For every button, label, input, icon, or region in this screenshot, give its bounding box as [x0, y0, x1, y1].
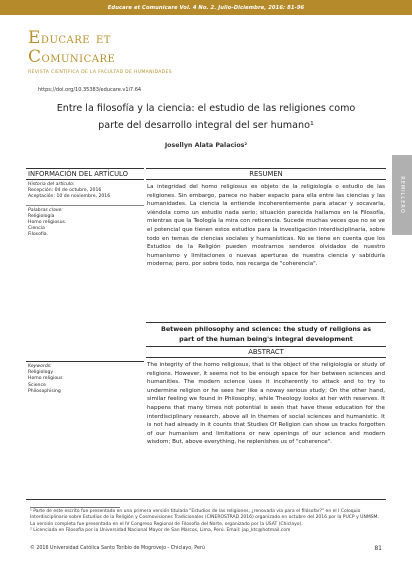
received-date: Recepción: 04 de octubre, 2016 — [28, 188, 102, 194]
doi-link[interactable]: https://doi.org/10.35383/educare.v1i7.64 — [38, 87, 142, 93]
keyword-item: Ciencia — [28, 226, 45, 232]
logo-word-ducare: DUCARE — [40, 35, 91, 46]
english-title — [146, 325, 386, 344]
resumen-section — [146, 168, 386, 269]
title-line-2: parte del desarrollo integral del ser humano¹ — [98, 120, 314, 131]
keyword-item: Religiología — [28, 213, 55, 219]
side-tab-label: REMILLERO — [399, 176, 405, 214]
page-footer — [30, 545, 382, 552]
accepted-date: Aceptación: 10 de noviembre, 2016 — [28, 194, 111, 200]
side-tab — [392, 155, 412, 235]
history-label: Historia del artículo: — [28, 182, 75, 187]
english-title-line-1: Between philosophy and science: the study of religions as — [160, 325, 372, 333]
title-line-1: Entre la filosofía y la ciencia: el estudio de las religiones como — [56, 103, 356, 114]
history-block — [26, 182, 144, 201]
article-title — [30, 100, 382, 134]
page-number: 81 — [374, 545, 382, 552]
keywords-block — [26, 208, 144, 239]
resumen-heading: RESUMEN — [146, 168, 386, 180]
english-keywords — [26, 361, 144, 395]
logo-initial-e: E — [28, 28, 41, 48]
logo-line-1 — [28, 30, 172, 49]
abstract-heading: ABSTRACT — [146, 346, 386, 358]
keyword-item: Filosofía. — [28, 232, 49, 238]
footnote-1: ¹ Parte de este escrito fue presentado en una primera versión titulada "Estudios de las religiones, ¿renovada vía para el filósofar?" en el I Coloquio Interdisciplinario sobre Estudios de la Religión y Cosmovisiones Tradicionales (CINEROSTRAD 2016) organizado en octubre del 2016 por la PUCP y UNMSM. La versión completa fue presentada en el IV Congreso Regional de Filosofía del Norte, organizado por la USAT (Chiclayo). — [30, 509, 379, 527]
abstract-bottom-rule — [26, 499, 386, 500]
logo-word-et: ET — [95, 35, 111, 46]
copyright: © 2016 Universidad Católica Santo Toribio de Mogrovejo - Chiclayo, Perú — [30, 546, 205, 551]
keyword-item: Homo religiosus. — [28, 220, 67, 226]
journal-header-bar — [0, 0, 412, 15]
journal-logo — [28, 30, 172, 75]
abstract-text: The integrity of the homo religiosus, that is the object of the religiologia or study of religions. However, it seems not to be enough space for her between sciences and humanities. The modern science uses it incoherently to attack and to try to undermine religion or he sees her like a noway serious study; On the other hand, similar feeling we found in Philosophy, while Theology looks at her with reserves. It happens that many times not potential is seen that have these education for the interdisciplinary research, above all in themes of social sciences and humanistic. It is not had already in it counts that Studies Of Religion can show us tracks forgotten of our humanism and limitations or new openings of our science and modern wisdom; But, above everything, he replenishes us of "coherence". — [147, 362, 385, 446]
journal-line: Educare et Comunicare Vol. 4 No. 2. Julio-Diciembre, 2016: 81-96 — [107, 4, 305, 11]
english-section — [146, 322, 386, 447]
info-heading: INFORMACIÓN DEL ARTÍCULO — [26, 168, 144, 180]
keyword-item: Homo religious — [28, 376, 63, 382]
english-keywords-label: Keywords: — [28, 364, 52, 369]
footnotes — [30, 509, 382, 534]
footnote-2: ² Licenciada en Filosofía por la Universidad Nacional Mayor de San Marcos, Lima, Perú. Email: jap_ktc@hotmail.com — [30, 527, 291, 533]
logo-subtitle: REVISTA CIENTÍFICA DE LA FACULTAD DE HUMANIDADES — [28, 70, 172, 75]
footnote-divider — [30, 507, 120, 508]
keyword-item: Philosophising — [28, 388, 61, 394]
article-author: Josellyn Alata Palacios² — [164, 142, 248, 149]
article-info — [26, 168, 144, 239]
keyword-item: Science — [28, 382, 46, 388]
keywords-label: Palabras clave: — [28, 207, 63, 213]
resumen-text: La integridad del homo religiosus es objeto de la religiología o estudio de las religiones. Sin embargo, parece no haber espacio para ella entre las ciencias y las humanidades. La ciencia la entiende incoherentemente para atacar y socavarla, viéndola como un estudio nada serio; situación parecida hallamos en la Filosofía, mientras que la Teología la mira con reticencia. Sucede muchas veces que no se ve el potencial que tienen estos estudios para la investigación interdisciplinaria, sobre todo en temas de ciencias sociales y humanísticas. No se tiene en cuenta que los Estudios de la Religión pueden mostrarnos senderos olvidados de nuestro humanismo y limitaciones o nuevas aperturas de nuestra ciencia y sabiduría moderna; pero, por sobre todo, nos recarga de "coherencia". — [147, 184, 385, 268]
keyword-item: Religiology — [28, 370, 54, 376]
logo-line-2 — [28, 49, 172, 68]
english-keywords-block — [26, 364, 144, 395]
logo-initial-c: C — [28, 47, 42, 67]
logo-word-omunicare: OMUNICARE — [41, 54, 116, 65]
english-title-line-2: part of the human being's integral development — [179, 334, 353, 343]
